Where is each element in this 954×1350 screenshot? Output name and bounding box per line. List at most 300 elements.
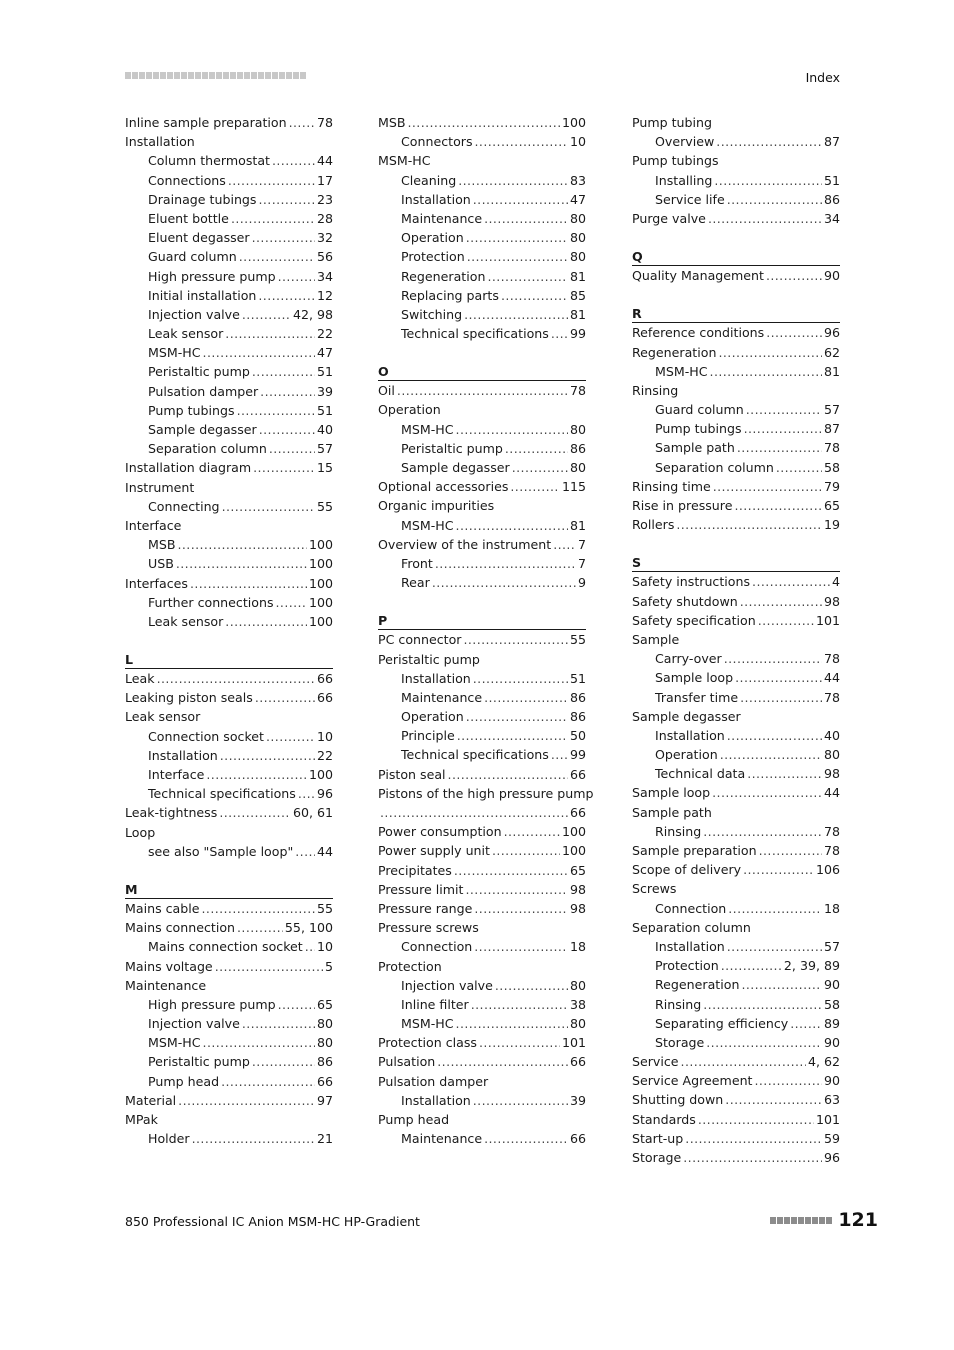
index-subentry: [632, 419, 840, 438]
index-subentry: [125, 305, 333, 324]
page-reference: 55: [316, 900, 333, 916]
index-term: Peristaltic pump: [401, 440, 503, 456]
page-reference: 80: [569, 977, 586, 993]
index-term: Optional accessories: [378, 479, 509, 495]
dot-leader: [495, 976, 568, 995]
page-reference: 97: [316, 1092, 333, 1108]
page-reference: 34: [316, 268, 333, 284]
index-term: Guard column: [148, 249, 237, 265]
page-reference: 10: [316, 728, 333, 744]
index-subentry: [632, 937, 840, 956]
index-term: Sample path: [632, 804, 712, 820]
index-term: Pump head: [378, 1112, 450, 1127]
page-reference: 57: [823, 938, 840, 954]
page-reference: 44: [823, 670, 840, 686]
decoration-square: [826, 1217, 832, 1224]
dot-leader: [724, 649, 822, 668]
page-reference: 7: [577, 536, 586, 552]
index-term: Pump tubing: [632, 115, 713, 130]
index-term: Installation: [655, 727, 725, 743]
index-term: Power supply unit: [378, 843, 490, 859]
index-subentry: [378, 937, 586, 956]
index-column-2: [378, 113, 594, 1148]
index-term: Pump tubings: [632, 153, 719, 169]
index-subentry: [125, 171, 333, 190]
dot-leader: [397, 381, 568, 400]
dot-leader: [714, 171, 822, 190]
dot-leader: [712, 783, 822, 802]
index-term: Installing: [655, 172, 713, 188]
index-term: Transfer time: [655, 689, 739, 705]
index-term: Separating efficiency: [655, 1015, 789, 1031]
page-reference: 65: [569, 862, 586, 878]
index-term: MSM-HC: [148, 1035, 201, 1051]
index-term: Maintenance: [401, 210, 483, 226]
index-term: Switching: [401, 306, 463, 322]
index-subentry: [632, 668, 840, 687]
index-term: High pressure pump: [148, 268, 276, 284]
index-subentry: [125, 842, 333, 861]
decoration-square: [272, 72, 278, 79]
page-reference: 23: [316, 191, 333, 207]
dot-leader: [408, 113, 560, 132]
index-subentry: [125, 228, 333, 247]
index-term: Sample preparation: [632, 843, 757, 858]
dot-leader: [289, 113, 315, 132]
page-reference: 87: [823, 134, 840, 150]
index-term: Installation: [148, 747, 218, 763]
index-entry: [632, 592, 840, 611]
index-term: USB: [148, 556, 174, 572]
dot-leader: [255, 688, 315, 707]
index-term: Sample loop: [632, 785, 711, 801]
index-entry: [378, 880, 586, 899]
index-term: Safety shutdown: [632, 593, 738, 609]
index-term: Safety instructions: [632, 574, 751, 590]
index-term: Injection valve: [148, 306, 240, 322]
index-term: Rise in pressure: [632, 498, 733, 513]
index-term: Oil: [378, 383, 395, 399]
page-reference: 90: [823, 268, 840, 284]
index-subentry: [125, 554, 333, 573]
page-reference: 101: [561, 1035, 586, 1051]
footer-document-title: 850 Professional IC Anion MSM-HC HP-Gradient: [125, 1214, 420, 1229]
page-reference: 78: [823, 651, 840, 667]
dot-leader: [465, 880, 567, 899]
index-term: Drainage tubings: [148, 191, 257, 207]
dot-leader: [512, 458, 568, 477]
page-reference: 100: [308, 767, 333, 782]
page-reference: 81: [569, 306, 586, 322]
dot-leader: [720, 745, 822, 764]
dot-leader: [728, 899, 822, 918]
index-subentry: [378, 209, 586, 228]
page-reference: 100: [561, 824, 586, 840]
index-entry: [632, 266, 840, 285]
page-reference: 21: [316, 1131, 333, 1147]
index-term: Connection: [655, 900, 727, 916]
index-term: Sample path: [655, 440, 735, 456]
index-subentry: [378, 171, 586, 190]
page-reference: 96: [823, 1150, 840, 1165]
decoration-square: [812, 1217, 818, 1224]
index-entry: [125, 669, 333, 688]
index-term: Purge valve: [632, 210, 706, 226]
dot-leader: [454, 861, 568, 880]
index-term: Operation: [655, 747, 718, 763]
index-subentry: [125, 995, 333, 1014]
decoration-square: [300, 72, 306, 79]
decoration-square: [258, 72, 264, 79]
page-reference: 12: [316, 287, 333, 303]
index-entry: [125, 707, 333, 726]
page-reference: 90: [823, 1073, 840, 1089]
index-term: Standards: [632, 1111, 696, 1127]
index-subentry: [632, 899, 840, 918]
page-reference: 86: [316, 1054, 333, 1070]
index-subentry: [632, 764, 840, 783]
decoration-square: [139, 72, 145, 79]
page-reference: 51: [316, 402, 333, 418]
index-entry: [378, 151, 586, 170]
dot-leader: [259, 190, 315, 209]
page-reference: 100: [308, 594, 333, 610]
index-subentry: [125, 247, 333, 266]
page-reference: 17: [316, 172, 333, 188]
index-subentry: [632, 1033, 840, 1052]
page-reference: 51: [823, 172, 840, 188]
page-reference: 50: [569, 728, 586, 744]
dot-leader: [551, 745, 568, 764]
index-subentry: [632, 132, 840, 151]
dot-leader: [178, 535, 307, 554]
index-term: Shutting down: [632, 1092, 724, 1108]
dot-leader: [456, 420, 568, 439]
dot-leader: [473, 1091, 568, 1110]
page-reference: 58: [823, 996, 840, 1012]
dot-leader: [790, 1014, 822, 1033]
page-reference: 60, 61: [292, 805, 333, 821]
dot-leader: [225, 612, 307, 631]
index-term: MSB: [148, 537, 176, 553]
index-subentry: [125, 593, 333, 612]
index-term: Rinsing: [632, 382, 679, 398]
index-subentry: [125, 937, 333, 956]
dot-leader: [228, 171, 315, 190]
index-entry: [632, 1148, 840, 1167]
index-subentry: [125, 1072, 333, 1091]
page-reference: 10: [316, 939, 333, 955]
dot-leader: [752, 572, 830, 591]
index-subentry: [125, 209, 333, 228]
decoration-square: [784, 1217, 790, 1224]
dot-leader: [776, 458, 822, 477]
index-subentry: [125, 324, 333, 343]
index-term: Maintenance: [401, 1131, 483, 1147]
index-term: Connectors: [401, 134, 473, 150]
dot-leader: [676, 515, 822, 534]
dot-leader: [727, 937, 822, 956]
index-subentry: [378, 516, 586, 535]
dot-leader: [237, 401, 315, 420]
index-subentry: [378, 726, 586, 745]
index-entry: [632, 611, 840, 630]
page-reference: 78: [569, 383, 586, 399]
dot-leader: [746, 400, 822, 419]
index-term: Inline filter: [401, 996, 469, 1012]
index-term: Mains connection: [125, 920, 236, 936]
dot-leader: [467, 247, 568, 266]
dot-leader: [458, 171, 568, 190]
page-reference: 7: [577, 555, 586, 571]
index-subentry: [378, 324, 586, 343]
index-term: Peristaltic pump: [148, 1054, 250, 1070]
dot-leader: [727, 726, 822, 745]
index-term: MSM-HC: [655, 363, 708, 379]
index-entry: [378, 650, 586, 669]
index-term: MSM-HC: [401, 517, 454, 533]
dot-leader: [718, 343, 822, 362]
index-entry: [378, 381, 586, 400]
index-entry: [632, 1090, 840, 1109]
dot-leader: [474, 899, 568, 918]
index-term: Installation: [401, 191, 471, 207]
index-entry: [632, 572, 840, 591]
index-term: Technical specifications: [401, 326, 549, 342]
page-reference: 99: [569, 747, 586, 763]
index-term: Installation: [401, 1092, 471, 1108]
index-term: Sample loop: [655, 670, 734, 686]
index-entry: [632, 783, 840, 802]
page-reference: 65: [823, 498, 840, 513]
index-term: Safety specification: [632, 612, 756, 628]
index-subentry: [378, 228, 586, 247]
index-term: Installation diagram: [125, 460, 252, 476]
index-entry: [632, 496, 840, 515]
index-term: Instrument: [125, 479, 195, 495]
dot-leader: [252, 362, 315, 381]
index-term: Protection: [378, 958, 442, 974]
index-subentry: [125, 343, 333, 362]
dot-leader: [683, 1148, 822, 1167]
index-term: Pump tubings: [148, 402, 235, 418]
index-term: Leak-tightness: [125, 805, 218, 821]
page-reference: 96: [316, 786, 333, 802]
index-entry: [378, 841, 586, 860]
index-term: Regeneration: [401, 268, 486, 284]
index-subentry: [378, 458, 586, 477]
dot-leader: [252, 1052, 315, 1071]
index-entry: [125, 516, 333, 535]
index-letter-heading: P: [378, 611, 586, 630]
index-entry: [632, 1071, 840, 1090]
dot-leader: [473, 669, 568, 688]
dot-leader: [735, 668, 822, 687]
page-reference: 115: [561, 479, 586, 495]
decoration-square: [160, 72, 166, 79]
dot-leader: [463, 630, 567, 649]
page-reference: 100: [308, 575, 333, 591]
index-term: Piston seal: [378, 766, 446, 782]
dot-leader: [487, 267, 568, 286]
index-term: Pressure screws: [378, 920, 479, 936]
page-reference: 106: [815, 862, 840, 878]
dot-leader: [466, 228, 568, 247]
index-term: Separation column: [632, 919, 751, 935]
index-subentry: [378, 745, 586, 764]
dot-leader: [492, 841, 560, 860]
dot-leader: [253, 458, 315, 477]
index-term: Injection valve: [401, 977, 493, 993]
page-reference: 44: [316, 153, 333, 169]
page-reference: 80: [569, 230, 586, 246]
page-reference: 18: [823, 900, 840, 916]
dot-leader: [484, 688, 568, 707]
page-reference: 99: [569, 326, 586, 342]
page-reference: 22: [316, 326, 333, 342]
index-term: MPak: [125, 1112, 158, 1127]
page-reference: 81: [823, 363, 840, 379]
index-term: Start-up: [632, 1130, 684, 1146]
dot-leader: [260, 382, 315, 401]
index-term: Sample degasser: [632, 708, 741, 724]
index-column-1: [125, 113, 333, 1148]
dot-leader: [278, 267, 315, 286]
decoration-square: [125, 72, 131, 79]
index-subentry: [378, 439, 586, 458]
index-term: Leak sensor: [148, 326, 224, 342]
page-reference: 57: [823, 402, 840, 418]
index-term: MSM-HC: [148, 345, 201, 361]
index-entry: [378, 822, 586, 841]
page-reference: 90: [823, 977, 840, 993]
decoration-square: [279, 72, 285, 79]
page-reference: 78: [823, 843, 840, 858]
dot-leader: [759, 841, 822, 860]
index-subentry: [125, 612, 333, 631]
index-term: Protection: [401, 249, 465, 265]
dot-leader: [501, 286, 568, 305]
decoration-square: [223, 72, 229, 79]
dot-leader: [305, 937, 315, 956]
index-term: Connecting: [148, 498, 220, 514]
decoration-square: [777, 1217, 783, 1224]
index-term: Sample degasser: [401, 460, 510, 475]
index-entry: [632, 323, 840, 342]
index-term: Interface: [148, 767, 205, 782]
index-term: MSM-HC: [401, 1016, 454, 1032]
index-term: Precipitates: [378, 862, 452, 878]
page-reference: 18: [569, 939, 586, 955]
dot-leader: [206, 765, 307, 784]
page-reference: 80: [569, 421, 586, 437]
index-entry: [125, 976, 333, 995]
index-subentry: [378, 247, 586, 266]
index-term: Interface: [125, 517, 182, 533]
dot-leader: [553, 535, 576, 554]
dot-leader: [681, 1052, 806, 1071]
header-decoration-bar: [125, 72, 306, 80]
dot-leader: [203, 343, 315, 362]
page-reference: 83: [569, 172, 586, 188]
index-term: Storage: [655, 1034, 705, 1050]
decoration-square: [819, 1217, 825, 1224]
index-entry: [125, 688, 333, 707]
index-entry: [378, 477, 586, 496]
page-reference: 100: [561, 843, 586, 859]
index-subentry: [378, 707, 586, 726]
dot-leader: [484, 209, 568, 228]
dot-leader: [713, 477, 822, 496]
index-entry: [632, 381, 840, 400]
index-term: Leaking piston seals: [125, 690, 253, 706]
index-subentry: [125, 1014, 333, 1033]
index-subentry: [378, 573, 586, 592]
page-reference: 47: [316, 345, 333, 361]
dot-leader: [190, 574, 307, 593]
index-term: Pulsation: [378, 1054, 436, 1070]
index-term: MSM-HC: [378, 153, 431, 169]
index-term: Installation: [655, 938, 725, 954]
index-term: Organic impurities: [378, 498, 495, 514]
index-entry: [125, 574, 333, 593]
dot-leader: [222, 497, 315, 516]
page-reference: 89: [823, 1015, 840, 1031]
index-subentry: [378, 995, 586, 1014]
page-reference: 55: [569, 632, 586, 648]
index-term: Separation column: [148, 441, 267, 457]
index-term: Quality Management: [632, 268, 764, 284]
index-subentry: [125, 190, 333, 209]
index-subentry: [125, 1033, 333, 1052]
index-term: Separation column: [655, 459, 774, 475]
index-term: Holder: [148, 1131, 190, 1147]
dot-leader: [192, 1129, 315, 1148]
dot-leader: [698, 1110, 814, 1129]
decoration-square: [265, 72, 271, 79]
index-term: Mains connection socket: [148, 939, 303, 955]
page-reference: 19: [823, 517, 840, 533]
page-reference: 98: [823, 766, 840, 782]
index-subentry: [632, 362, 840, 381]
index-term: Replacing parts: [401, 287, 499, 303]
decoration-square: [202, 72, 208, 79]
decoration-square: [188, 72, 194, 79]
page-reference: 80: [569, 1016, 586, 1032]
index-term: Maintenance: [125, 977, 207, 993]
page-reference: 40: [316, 422, 333, 437]
decoration-square: [798, 1217, 804, 1224]
dot-leader: [203, 1033, 315, 1052]
index-subentry: [125, 746, 333, 765]
page-reference: 47: [569, 191, 586, 207]
page-reference: 81: [569, 517, 586, 533]
page-reference: 100: [561, 115, 586, 130]
page-reference: 44: [316, 843, 333, 859]
index-entry: [378, 535, 586, 554]
index-subentry: [125, 420, 333, 439]
page-reference: 32: [316, 230, 333, 246]
index-term: Pump tubings: [655, 421, 742, 437]
decoration-square: [146, 72, 152, 79]
index-entry: [378, 899, 586, 918]
dot-leader: [157, 669, 315, 688]
index-subentry: [125, 784, 333, 803]
index-subentry: [378, 1129, 586, 1148]
page-reference: 57: [316, 441, 333, 457]
index-term: Screws: [632, 881, 677, 897]
page-reference: 96: [823, 325, 840, 341]
